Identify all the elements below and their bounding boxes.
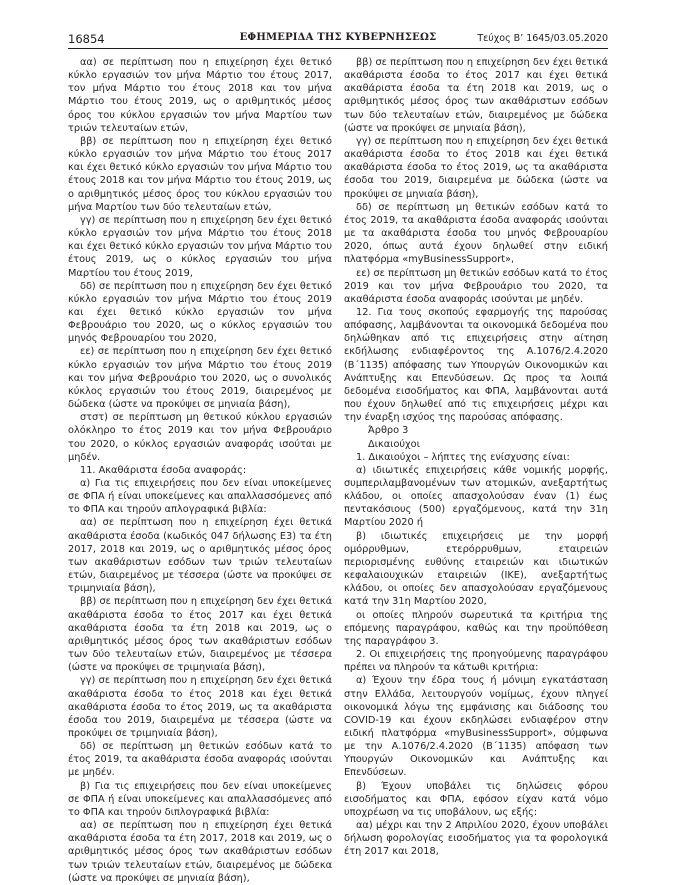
paragraph: β) Για τις επιχειρήσεις που δεν είναι υποκείμενες σε ΦΠΑ ή είναι υποκείμενες και απαλλασσόμενες από το ΦΠΑ και τηρούν διπλογραφικά βιβλία: [68,780,332,818]
header-rule [68,48,608,49]
paragraph: αα) μέχρι και την 2 Απριλίου 2020, έχουν υποβάλει δήλωση φορολογίας εισοδήματος για τα φορολογικά έτη 2017 και 2018, [344,820,608,858]
paragraph: 11. Ακαθάριστα έσοδα αναφοράς: [80,464,247,476]
paragraph: δδ) σε περίπτωση που η επιχείρηση δεν έχει θετικό κύκλο εργασιών τον μήνα Μάρτιο του έτους 2019 και έχει θετικό κύκλο εργασιών τον μήνα Φεβρουάριο του 2020, ως ο κύκλος εργασιών του μηνός Φεβρουαρίου του 2020, [68,280,332,345]
paragraph: α) Για τις επιχειρήσεις που δεν είναι υποκείμενες σε ΦΠΑ ή είναι υποκείμενες και απαλλασσόμενες από το ΦΠΑ και τηρούν απλογραφικά βιβλία: [68,478,332,516]
right-column [344,56,608,859]
paragraph: δδ) σε περίπτωση μη θετικών εσόδων κατά το έτος 2019, τα ακαθάριστα έσοδα αναφοράς ισούνται με τα ακαθάριστα έσοδα του μηνός Φεβρουαρίου 2020, όπως αυτά έχουν δηλωθεί στην ειδική πλατφόρμα «myBusinessSupport», [344,201,608,266]
paragraph: οι οποίες πληρούν σωρευτικά τα κριτήρια της επόμενης παραγράφου, καθώς και την προϋπόθεση της παραγράφου 3. [344,609,608,647]
paragraph: εε) σε περίπτωση μη θετικών εσόδων κατά το έτος 2019 και τον μήνα Φεβρουάριο του 2020, τα ακαθάριστα έσοδα αναφοράς ισούνται με μηδέν. [344,267,608,305]
paragraph: αα) σε περίπτωση που η επιχείρηση έχει θετικό κύκλο εργασιών τον μήνα Μάρτιο του έτους 2017, τον μήνα Μάρτιο του έτους 2018 και τον μήνα Μάρτιο του έτους 2019, ως ο αριθμητικός μέσος όρος του κύκλου εργασιών τον μήνα Μαρτίου των τριών τελευταίων ετών, [68,57,332,134]
issue-reference: Τεύχος Β’ 1645/03.05.2020 [477,33,608,44]
paragraph: αα) σε περίπτωση που η επιχείρηση έχει θετικά ακαθάριστα έσοδα τα έτη 2017, 2018 και 2019, ως ο αριθμητικός μέσος όρος των ακαθάριστων εσόδων των τριών τελευταίων ετών, διαιρεμένος με δώδεκα (ώστε να προκύψει σε μηνιαία βάση), [68,820,332,884]
paragraph: β) Έχουν υποβάλει τις δηλώσεις φόρου εισοδήματος και ΦΠΑ, εφόσον είχαν κατά νόμο υποχρέωση να τις υποβάλουν, ως εξής: [344,780,608,818]
page-number: 16854 [68,32,105,46]
paragraph: γγ) σε περίπτωση που η επιχείρηση δεν έχει θετικό κύκλο εργασιών τον μήνα Μάρτιο του έτους 2018 και έχει θετικό κύκλο εργασιών τον μήνα Μάρτιο του έτους 2019, ως ο κύκλος εργασιών του μήνα Μαρτίου του έτους 2019, [68,214,332,279]
left-column [68,56,332,885]
article-number: Άρθρο 3 [368,425,409,437]
paragraph: ββ) σε περίπτωση που η επιχείρηση δεν έχει θετικά ακαθάριστα έσοδα το έτος 2017 και έχει θετικά ακαθάριστα έσοδα τα έτη 2018 και 2019, ως ο αριθμητικός μέσος όρος των ακαθάριστων εσόδων των δύο τελευταίων ετών, διαιρεμένος με τέσσερα (ώστε να προκύψει σε τριμηνιαία βάση), [68,596,332,674]
paragraph: στστ) σε περίπτωση μη θετικού κύκλου εργασιών ολόκληρο το έτος 2019 και τον μήνα Φεβρουάριο του 2020, ο κύκλος εργασιών αναφοράς ισούται με μηδέν. [68,412,332,463]
paragraph: γγ) σε περίπτωση που η επιχείρηση δεν έχει θετικά ακαθάριστα έσοδα το έτος 2018 και έχει θετικά ακαθάριστα έσοδα το έτος 2019, ως τα ακαθάριστα έσοδα του 2019, διαιρεμένα με τέσσερα (ώστε να προκύψει σε τριμηνιαία βάση), [68,675,332,739]
page-header [68,30,608,46]
journal-title: ΕΦΗΜΕΡΙΔΑ ΤΗΣ ΚΥΒΕΡΝΗΣΕΩΣ [239,32,437,43]
paragraph: δδ) σε περίπτωση μη θετικών εσόδων κατά το έτος 2019, τα ακαθάριστα έσοδα αναφοράς ισούνται με μηδέν. [68,741,332,779]
paragraph: εε) σε περίπτωση που η επιχείρηση δεν έχει θετικό κύκλο εργασιών τον μήνα Μάρτιο του έτους 2019 και τον μήνα Φεβρουάριο του 2020, ως ο συνολικός κύκλος εργασιών του έτους 2019, διαιρεμένος με δώδεκα (ώστε να προκύψει σε μηνιαία βάση), [68,346,332,411]
paragraph: α) ιδιωτικές επιχειρήσεις κάθε νομικής μορφής, συμπεριλαμβανομένων των ατομικών, ανεξαρτήτως κλάδου, οι οποίες απασχολούσαν έναν (1) έως πεντακόσιους (500) εργαζόμενους, κατά την 31η Μαρτίου 2020 ή [344,464,608,529]
paragraph: β) ιδιωτικές επιχειρήσεις με την μορφή ομόρρυθμων, ετερόρρυθμων, εταιρειών περιορισμένης ευθύνης εταιρειών και ιδιωτικών κεφαλαιουχικών εταιρειών (ΙΚΕ), ανεξαρτήτως κλάδου, οι οποίες δεν απασχολούσαν εργαζόμενους κατά την 31η Μαρτίου 2020, [344,530,608,608]
paragraph: αα) σε περίπτωση που η επιχείρηση έχει θετικά ακαθάριστα έσοδα (κωδικός 047 δήλωσης Ε3) τα έτη 2017, 2018 και 2019, ως ο αριθμητικός μέσος όρος των ακαθάριστων εσόδων των τριών τελευταίων ετών, διαιρεμένος με τέσσερα (ώστε να προκύψει σε τριμηνιαία βάση), [68,517,332,595]
paragraph: 1. Δικαιούχοι – λήπτες της ενίσχυσης είναι: [356,451,570,463]
paragraph: α) Έχουν την έδρα τους ή μόνιμη εγκατάσταση στην Ελλάδα, λειτουργούν νομίμως, έχουν πληγεί οικονομικά λόγω της εμφάνισης και διάδοσης του COVID-19 και έχουν εκδηλώσει ενδιαφέρον στην ειδική πλατφόρμα «myBusinessSupport», σύμφωνα με την Α.1076/2.4.2020 (Β΄1135) απόφαση των Υπουργών Οικονομικών και Ανάπτυξης και Επενδύσεων. [344,675,608,779]
paragraph: 2. Οι επιχειρήσεις της προηγούμενης παραγράφου πρέπει να πληρούν τα κάτωθι κριτήρια: [344,649,608,674]
paragraph: ββ) σε περίπτωση που η επιχείρηση έχει θετικό κύκλο εργασιών τον μήνα Μάρτιο του έτους 2017 και έχει θετικό κύκλο εργασιών τον μήνα Μάρτιο του έτους 2018 και τον μήνα Μάρτιο του έτους 2019, ως ο αριθμητικός μέσος όρος του κύκλου εργασιών του μήνα Μαρτίου των δύο τελευταίων ετών, [68,135,332,213]
paragraph: 12. Για τους σκοπούς εφαρμογής της παρούσας απόφασης, λαμβάνονται τα οικονομικά δεδομένα που δηλώθηκαν από τις επιχειρήσεις στην αίτηση εκδήλωσης ενδιαφέροντος της Α.1076/2.4.2020 (Β΄1135) απόφασης των Υπουργών Οικονομικών και Ανάπτυξης και Επενδύσεων. Ως προς τα λοιπά δεδομένα εισοδήματος και ΦΠΑ, λαμβάνονται αυτά που έχουν δηλωθεί από τις επιχειρήσεις μέχρι και την έναρξη ισχύος της παρούσας απόφασης. [344,306,608,424]
paragraph: γγ) σε περίπτωση που η επιχείρηση δεν έχει θετικά ακαθάριστα έσοδα το έτος 2018 και έχει θετικά ακαθάριστα έσοδα το έτος 2019, ως τα ακαθάριστα έσοδα του 2019, διαιρεμένα με δώδεκα (ώστε να προκύψει σε μηνιαία βάση), [344,135,608,200]
article-title: Δικαιούχοι [368,438,420,450]
paragraph: ββ) σε περίπτωση που η επιχείρηση δεν έχει θετικά ακαθάριστα έσοδα το έτος 2017 και έχει θετικά ακαθάριστα έσοδα τα έτη 2018 και 2019, ως ο αριθμητικός μέσος όρος των ακαθάριστων εσόδων των δύο τελευταίων ετών, διαιρεμένος με δώδεκα (ώστε να προκύψει σε μηνιαία βάση), [344,57,608,134]
